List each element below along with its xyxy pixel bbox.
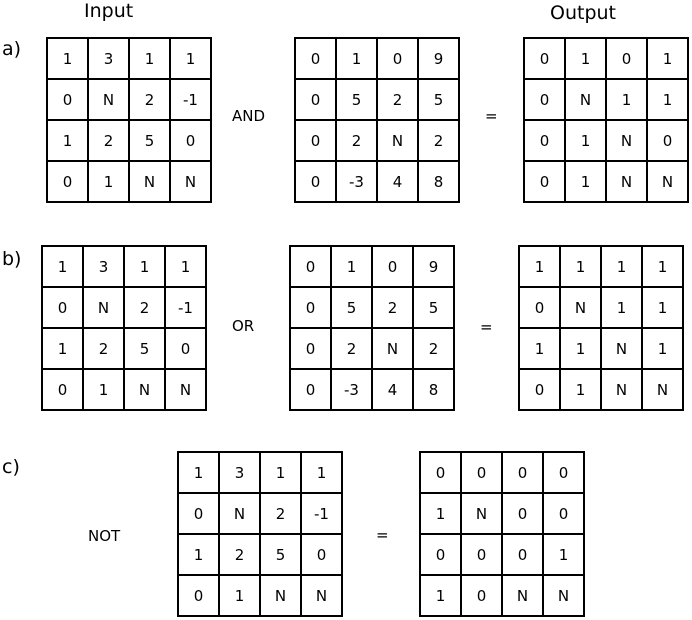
grid-cell: 0	[461, 575, 502, 616]
grid-cell: 0	[170, 120, 211, 161]
grid-row	[290, 246, 454, 287]
grid-cell: 2	[377, 79, 418, 120]
output-header: Output	[550, 2, 616, 24]
grid-cell: 1	[642, 328, 683, 369]
grid-cell: 0	[290, 287, 331, 328]
grid-cell: N	[560, 287, 601, 328]
grid-cell: 1	[83, 369, 124, 410]
grid-cell: -3	[336, 161, 377, 202]
grid-cell: 5	[336, 79, 377, 120]
grid-cell: N	[170, 161, 211, 202]
grid-cell: 0	[524, 120, 565, 161]
grid-cell: 3	[83, 246, 124, 287]
grid-cell: 0	[502, 534, 543, 575]
grid-cell: 0	[42, 287, 83, 328]
input-header: Input	[84, 0, 134, 22]
grid-cell: 1	[129, 38, 170, 79]
grid-cell: 1	[601, 246, 642, 287]
grid-cell: 1	[420, 575, 461, 616]
grid-cell: 1	[178, 452, 219, 493]
grid-cell: 5	[413, 287, 454, 328]
grid-cell: 1	[47, 120, 88, 161]
grid-cell: 1	[647, 38, 688, 79]
grid-row	[178, 493, 342, 534]
grid-cell: 0	[461, 452, 502, 493]
grid-cell: 0	[377, 38, 418, 79]
grid-cell: 1	[178, 534, 219, 575]
grid-cell: 9	[413, 246, 454, 287]
grid-cell: N	[565, 79, 606, 120]
grid-row	[178, 575, 342, 616]
grid-cell: 1	[543, 534, 584, 575]
row-b-operator: OR	[232, 317, 255, 335]
grid-row	[524, 120, 688, 161]
grid-cell: N	[377, 120, 418, 161]
grid-cell: 1	[606, 79, 647, 120]
grid-cell: N	[502, 575, 543, 616]
row-a-output-grid	[523, 37, 689, 203]
grid-cell: -1	[301, 493, 342, 534]
grid-cell: N	[219, 493, 260, 534]
grid-row	[42, 287, 206, 328]
grid-cell: 2	[336, 120, 377, 161]
grid-cell: 5	[129, 120, 170, 161]
grid-cell: 1	[560, 328, 601, 369]
row-b-equals: =	[480, 318, 493, 336]
grid-cell: 0	[606, 38, 647, 79]
grid-cell: 1	[642, 287, 683, 328]
grid-cell: N	[461, 493, 502, 534]
grid-row	[290, 328, 454, 369]
grid-row	[42, 328, 206, 369]
grid-cell: 0	[178, 493, 219, 534]
grid-cell: N	[83, 287, 124, 328]
grid-row	[420, 575, 584, 616]
grid-cell: 1	[301, 452, 342, 493]
grid-cell: 2	[418, 120, 459, 161]
grid-cell: 1	[170, 38, 211, 79]
row-a-label: a)	[2, 38, 22, 60]
grid-cell: N	[88, 79, 129, 120]
grid-cell: 1	[331, 246, 372, 287]
row-a-right-grid	[294, 37, 460, 203]
grid-cell: 0	[502, 452, 543, 493]
grid-row	[290, 287, 454, 328]
grid-row	[524, 79, 688, 120]
grid-cell: 0	[47, 79, 88, 120]
grid-row	[524, 38, 688, 79]
grid-cell: 2	[88, 120, 129, 161]
grid-cell: 1	[560, 246, 601, 287]
grid-cell: 5	[418, 79, 459, 120]
grid-cell: 1	[47, 38, 88, 79]
grid-cell: 0	[420, 452, 461, 493]
grid-cell: N	[606, 161, 647, 202]
grid-row	[295, 38, 459, 79]
grid-cell: 1	[565, 161, 606, 202]
row-c-operator: NOT	[88, 527, 121, 545]
grid-cell: 0	[295, 79, 336, 120]
grid-cell: 2	[124, 287, 165, 328]
grid-cell: 0	[519, 287, 560, 328]
grid-cell: 1	[42, 246, 83, 287]
grid-row	[519, 369, 683, 410]
grid-cell: 0	[42, 369, 83, 410]
grid-cell: N	[601, 369, 642, 410]
grid-row	[524, 161, 688, 202]
grid-row	[47, 161, 211, 202]
row-b-label: b)	[2, 248, 22, 270]
grid-cell: 1	[165, 246, 206, 287]
grid-cell: 0	[178, 575, 219, 616]
row-a-left-grid	[46, 37, 212, 203]
grid-cell: 0	[543, 452, 584, 493]
grid-cell: N	[601, 328, 642, 369]
grid-row	[47, 38, 211, 79]
grid-cell: 1	[336, 38, 377, 79]
grid-cell: 0	[524, 38, 565, 79]
grid-cell: N	[647, 161, 688, 202]
grid-cell: 0	[290, 246, 331, 287]
grid-row	[420, 493, 584, 534]
grid-cell: 5	[260, 534, 301, 575]
grid-row	[178, 452, 342, 493]
grid-cell: 2	[331, 328, 372, 369]
grid-cell: 0	[165, 328, 206, 369]
row-c-equals: =	[376, 526, 389, 544]
grid-cell: 9	[418, 38, 459, 79]
grid-cell: 0	[301, 534, 342, 575]
grid-cell: 0	[295, 161, 336, 202]
grid-row	[47, 79, 211, 120]
grid-row	[295, 120, 459, 161]
grid-cell: 0	[519, 369, 560, 410]
grid-cell: -3	[331, 369, 372, 410]
grid-row	[42, 246, 206, 287]
grid-cell: 0	[524, 161, 565, 202]
row-b-left-grid	[41, 245, 207, 411]
grid-cell: 5	[124, 328, 165, 369]
grid-row	[295, 79, 459, 120]
grid-cell: N	[372, 328, 413, 369]
grid-cell: 1	[219, 575, 260, 616]
grid-cell: 1	[560, 369, 601, 410]
grid-cell: 1	[519, 246, 560, 287]
grid-row	[47, 120, 211, 161]
grid-cell: 1	[260, 452, 301, 493]
grid-cell: 5	[331, 287, 372, 328]
grid-cell: 2	[413, 328, 454, 369]
grid-cell: 4	[377, 161, 418, 202]
row-c-label: c)	[2, 456, 20, 478]
grid-row	[519, 287, 683, 328]
grid-cell: 4	[372, 369, 413, 410]
grid-cell: 0	[290, 328, 331, 369]
grid-cell: N	[124, 369, 165, 410]
grid-cell: 2	[129, 79, 170, 120]
grid-cell: 1	[124, 246, 165, 287]
grid-cell: N	[129, 161, 170, 202]
grid-cell: N	[165, 369, 206, 410]
grid-cell: 0	[502, 493, 543, 534]
grid-row	[420, 534, 584, 575]
grid-cell: 0	[461, 534, 502, 575]
grid-cell: 2	[219, 534, 260, 575]
grid-cell: 1	[420, 493, 461, 534]
grid-cell: 8	[418, 161, 459, 202]
grid-cell: 1	[642, 246, 683, 287]
grid-row	[420, 452, 584, 493]
grid-cell: 0	[295, 120, 336, 161]
grid-cell: -1	[170, 79, 211, 120]
row-a-equals: =	[485, 107, 498, 125]
grid-cell: N	[260, 575, 301, 616]
grid-row	[519, 246, 683, 287]
grid-row	[42, 369, 206, 410]
grid-cell: 0	[290, 369, 331, 410]
grid-cell: 1	[565, 120, 606, 161]
grid-cell: N	[301, 575, 342, 616]
grid-row	[178, 534, 342, 575]
grid-row	[290, 369, 454, 410]
grid-cell: N	[543, 575, 584, 616]
grid-cell: 2	[260, 493, 301, 534]
grid-cell: 0	[420, 534, 461, 575]
grid-cell: 0	[647, 120, 688, 161]
grid-cell: 0	[372, 246, 413, 287]
row-a-operator: AND	[232, 107, 266, 125]
row-c-input-grid	[177, 451, 343, 617]
grid-cell: 0	[543, 493, 584, 534]
grid-cell: 0	[524, 79, 565, 120]
row-b-right-grid	[289, 245, 455, 411]
grid-cell: 2	[83, 328, 124, 369]
grid-cell: -1	[165, 287, 206, 328]
grid-row	[519, 328, 683, 369]
grid-cell: 1	[647, 79, 688, 120]
row-c-output-grid	[419, 451, 585, 617]
row-b-output-grid	[518, 245, 684, 411]
grid-cell: 1	[519, 328, 560, 369]
grid-cell: 2	[372, 287, 413, 328]
grid-cell: 3	[219, 452, 260, 493]
grid-cell: 1	[601, 287, 642, 328]
grid-cell: 1	[565, 38, 606, 79]
grid-cell: 1	[88, 161, 129, 202]
grid-cell: 8	[413, 369, 454, 410]
grid-cell: N	[606, 120, 647, 161]
grid-cell: 0	[295, 38, 336, 79]
grid-cell: 3	[88, 38, 129, 79]
grid-cell: 1	[42, 328, 83, 369]
grid-row	[295, 161, 459, 202]
grid-cell: N	[642, 369, 683, 410]
grid-cell: 0	[47, 161, 88, 202]
